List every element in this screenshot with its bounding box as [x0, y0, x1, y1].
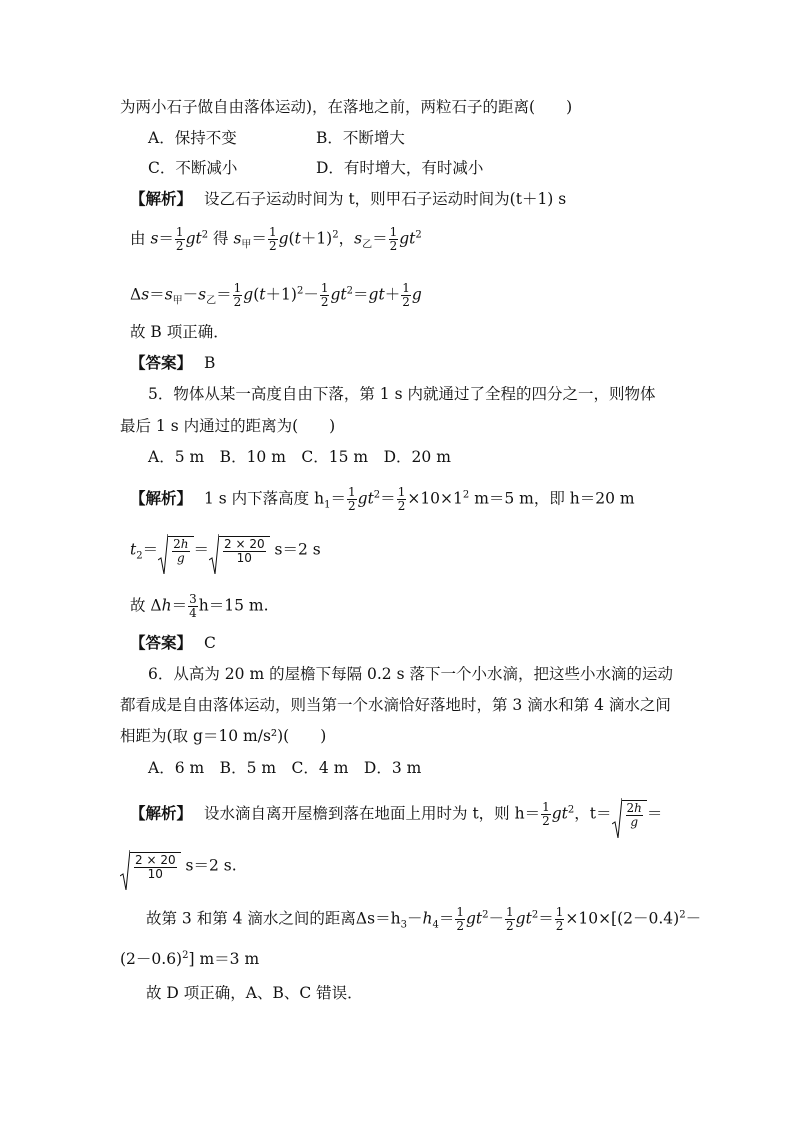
q6-solution-line3: 故第 3 和第 4 滴水之间的距离$\Delta s=h_3-h_4=$ $\frac{1}{2}$ $gt^2-$ $\frac{1}{2}$ $gt^2=$ $\frac{1}{2}$ $\times 10\times[(2-0.4)^2-$ [146, 905, 702, 933]
q6-solution-line2: $\frac{2 \times 20}{10}$ s＝2 s. [120, 852, 237, 881]
answer-label: 【答案】 [130, 353, 193, 372]
q4-option-b: B．不断增大 [316, 129, 405, 147]
q4-option-c: C．不断减小 [148, 159, 238, 177]
q6-solution-line4: $(2-0.6)^2$] m＝3 m [120, 949, 260, 968]
q6-stem-line1: 6．从高为 20 m 的屋檐下每隔 0.2 s 落下一个小水滴，把这些小水滴的运动 [148, 665, 673, 683]
q5-answer: 【答案】 C [130, 633, 216, 652]
q4-stem-tail: 为两小石子做自由落体运动)，在落地之前，两粒石子的距离( ) [120, 98, 573, 116]
solution-label: 【解析】 [130, 189, 193, 208]
q4-solution-line1 [130, 188, 566, 210]
q5-stem-line1: 5．物体从某一高度自由下落，第 1 s 内就通过了全程的四分之一，则物体 [148, 385, 656, 403]
q4-formula-1: 由 s＝ $\frac{1}{2}$ $gt^2$ 得 $s_甲=$ $\frac{1}{2}$ $g(t+1)^2$，$s_乙=$ $\frac{1}{2}$ $gt^2$ [130, 225, 422, 253]
q6-stem-line2: 都看成是自由落体运动，则当第一个水滴恰好落地时，第 3 滴水和第 4 滴水之间 [120, 696, 671, 714]
q4-answer-value: B [204, 354, 216, 372]
q4-options-row1 [148, 127, 405, 149]
q6-conclusion: 故 D 项正确，A、B、C 错误． [146, 984, 363, 1002]
q6-options: A．6 m B．5 m C．4 m D．3 m [148, 759, 422, 777]
q5-formula-dh: 故 Δh＝ $\frac{3}{4}$ h＝15 m. [130, 592, 269, 620]
q4-options-row2 [148, 157, 483, 179]
q4-answer [130, 352, 215, 374]
q5-options: A．5 m B．10 m C．15 m D．20 m [148, 448, 451, 466]
q6-solution-line1: 【解析】 设水滴自离开屋檐到落在地面上用时为 t，则 h＝ $\frac{1}{2}$ $gt^2$，t＝ $\frac{2h}{g}$ ＝ [130, 800, 662, 829]
q5-formula-t2: $t_2=$ $\frac{2h}{g}$ ＝ $\frac{2 \times 20}{10}$ s＝2 s [130, 536, 321, 565]
q4-formula-2: $\Delta s=s_甲-s_乙=$ $\frac{1}{2}$ $g(t+1)^2-$ $\frac{1}{2}$ $gt^2=gt+$ $\frac{1}{2}$ g [130, 281, 422, 309]
q4-option-d: D．有时增大，有时减小 [316, 159, 484, 177]
q6-stem-line3: 相距为(取 g＝10 m/s²)( ) [120, 727, 327, 745]
q4-conclusion: 故 B 项正确． [130, 323, 229, 341]
q4-solution-text: 设乙石子运动时间为 t，则甲石子运动时间为(t＋1) s [204, 190, 567, 208]
q5-stem-line2: 最后 1 s 内通过的距离为( ) [120, 417, 336, 435]
q5-solution-line1: 【解析】 1 s 内下落高度 $h_1=$ $\frac{1}{2}$ $gt^2=$ $\frac{1}{2}$ $\times 10\times 1^2$ m＝5 m，即 h＝20 m [130, 485, 635, 513]
q4-option-a: A．保持不变 [148, 129, 237, 147]
